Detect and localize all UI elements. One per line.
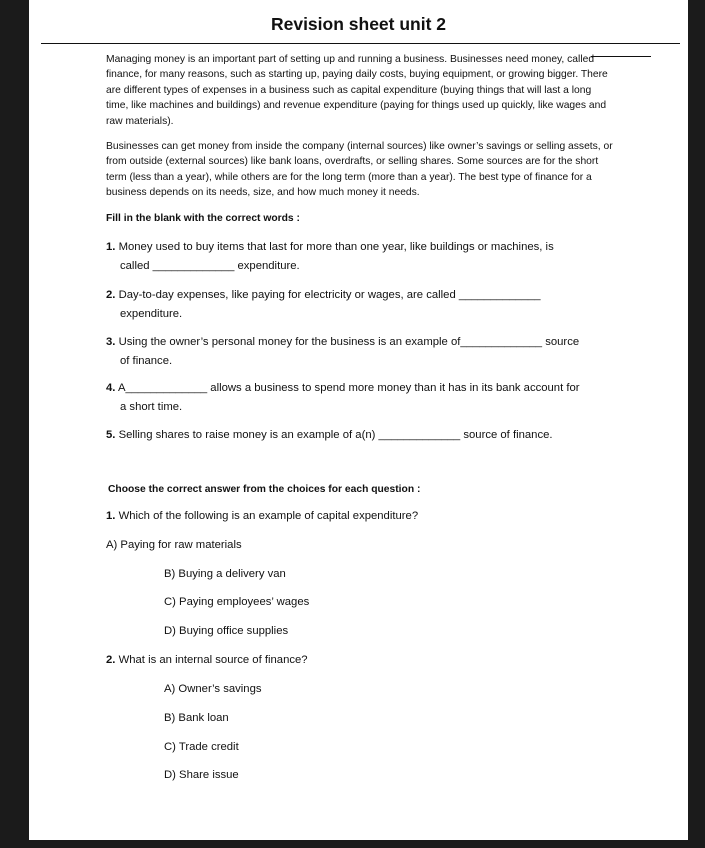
answer-blank[interactable]: _____________ [458,289,541,301]
question-text: source of finance. [460,429,553,441]
mcq-option[interactable]: D) Share issue [164,769,239,781]
question-number: 2. [106,289,116,301]
question-number: 2. [106,654,116,666]
fill-blank-question-2 [106,286,606,324]
question-text: Which of the following is an example of capital expenditure? [118,510,419,522]
question-text: source [542,336,580,348]
answer-blank[interactable]: _____________ [125,382,208,394]
intro-paragraph-1: Managing money is an important part of setting up and running a business. Businesses need money, called finance, for many reasons, such as starting up, paying daily costs, buying equipment, or growing bigger. There are different types of expenses in a business such as capital expenditure (buying things that will last a long time, like machines and buildings) and revenue expenditure (paying for things used up quickly, like wages and raw materials). [106,54,608,127]
question-number: 3. [106,336,116,348]
title-underline [41,43,680,44]
answer-blank[interactable]: _____________ [460,336,543,348]
question-text: What is an internal source of finance? [118,654,308,666]
fill-blank-question-5 [106,426,606,445]
question-text: expenditure. [234,260,300,272]
question-text: a short time. [120,401,183,413]
mcq-option[interactable]: B) Buying a delivery van [164,568,286,580]
fill-blank-question-1 [106,238,606,276]
fill-blank-question-4 [106,379,606,417]
question-text: allows a business to spend more money than it has in its bank account for [207,382,580,394]
question-text: called [120,260,150,272]
mcq-question-2 [106,654,308,666]
question-number: 4. [106,382,116,394]
multiple-choice-instruction: Choose the correct answer from the choices for each question : [108,484,421,495]
question-number: 5. [106,429,116,441]
fill-blank-instruction: Fill in the blank with the correct words : [106,213,300,224]
page-title: Revision sheet unit 2 [270,14,447,34]
mcq-option[interactable]: C) Trade credit [164,741,239,753]
worksheet-page [29,0,688,840]
question-number: 1. [106,510,116,522]
question-text: Using the owner’s personal money for the business is an example of [118,336,461,348]
answer-blank[interactable]: _____________ [378,429,461,441]
question-text: Day-to-day expenses, like paying for electricity or wages, are called [118,289,456,301]
question-text: Selling shares to raise money is an example of a(n) [118,429,376,441]
mcq-question-1 [106,510,418,522]
mcq-option[interactable]: A) Paying for raw materials [106,539,242,551]
question-number: 1. [106,241,116,253]
viewer-bottom-edge [0,840,705,848]
question-text: Money used to buy items that last for more than one year, like buildings or machines, is [118,241,554,253]
mcq-option[interactable]: C) Paying employees’ wages [164,596,310,608]
mcq-option[interactable]: D) Buying office supplies [164,625,289,637]
question-text: expenditure. [120,308,183,320]
mcq-option[interactable]: A) Owner’s savings [164,683,262,695]
question-text: A [117,382,126,394]
fill-blank-question-3 [106,333,606,371]
intro-paragraph-2: Businesses can get money from inside the company (internal sources) like owner’s savings or selling assets, or from outside (external sources) like bank loans, overdrafts, or selling shares. Some sources are for the short term (less than a year), while others are for the long term (more than a year). The best type of finance for a business depends on its needs, size, and how much money it needs. [106,141,613,199]
answer-blank[interactable]: _____________ [152,260,235,272]
question-text: of finance. [120,355,173,367]
mcq-option[interactable]: B) Bank loan [164,712,229,724]
